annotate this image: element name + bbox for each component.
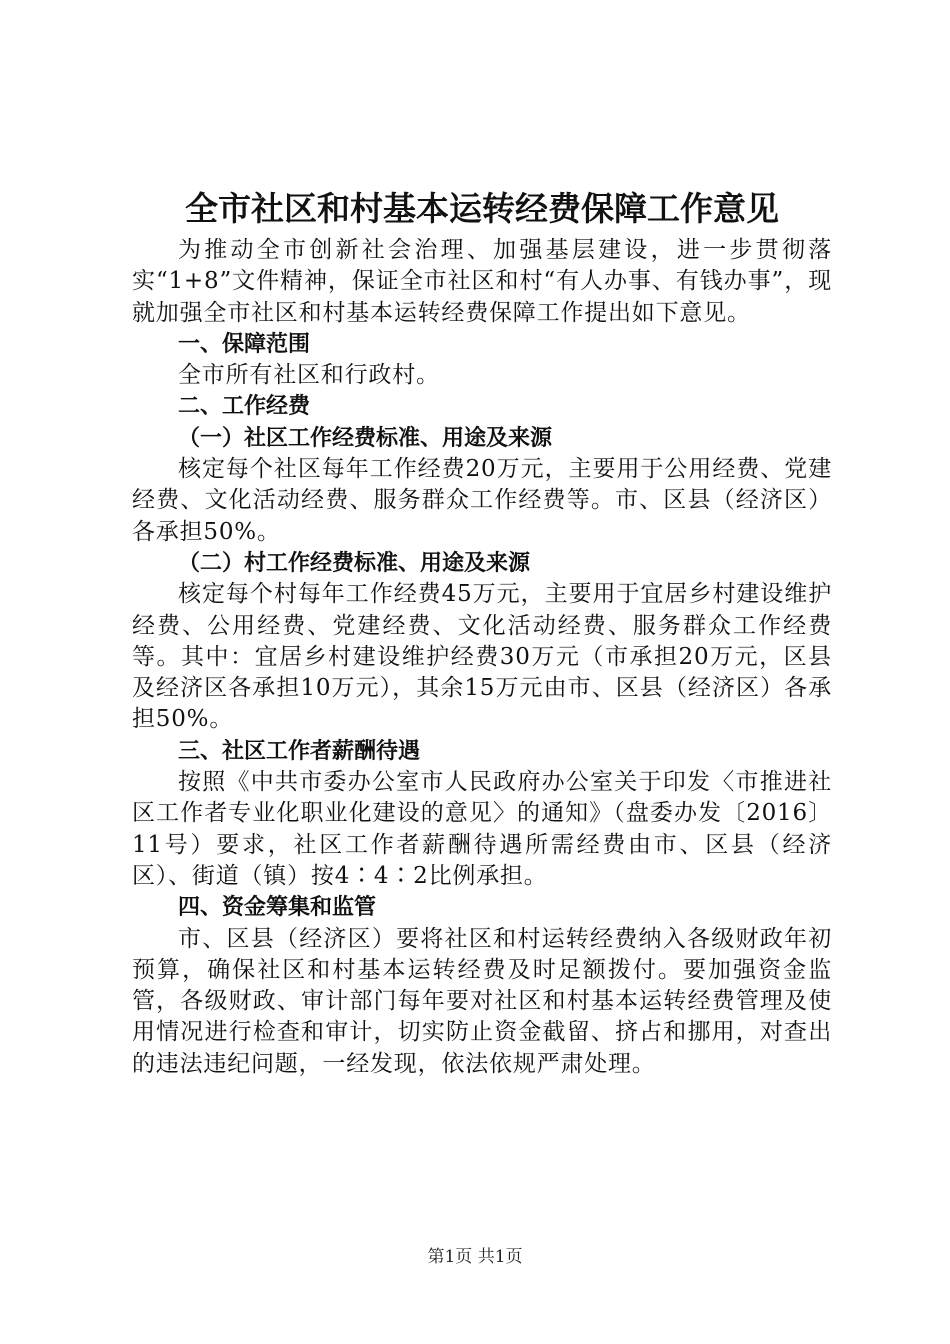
section-heading-scope: 一、保障范围	[178, 331, 311, 357]
document-title: 全市社区和村基本运转经费保障工作意见	[185, 189, 779, 228]
page-footer: 第1页 共1页	[427, 1247, 523, 1267]
subsection-body-community: 核定每个社区每年工作经费20万元，主要用于公用经费、党建经费、文化活动经费、服务群众工作经费等。市、区县（经济区）各承担50%。	[132, 456, 832, 545]
section-heading-funds: 二、工作经费	[178, 394, 311, 420]
subsection-body-village: 核定每个村每年工作经费45万元，主要用于宜居乡村建设维护经费、公用经费、党建经费、文化活动经费、服务群众工作经费等。其中：宜居乡村建设维护经费30万元（市承担20万元，区县及经济区各承担10万元），其余15万元由市、区县（经济区）各承担50%。	[132, 581, 832, 733]
section-heading-supervision: 四、资金筹集和监管	[178, 895, 377, 921]
section-body-salary: 按照《中共市委办公室市人民政府办公室关于印发〈市推进社区工作者专业化职业化建设的意见〉的通知》（盘委办发〔2016〕11号）要求，社区工作者薪酬待遇所需经费由市、区县（经济区）、街道（镇）按4∶4∶2比例承担。	[132, 769, 832, 889]
section-heading-salary: 三、社区工作者薪酬待遇	[178, 738, 421, 764]
section-body-supervision: 市、区县（经济区）要将社区和村运转经费纳入各级财政年初预算，确保社区和村基本运转经费及时足额拨付。要加强资金监管，各级财政、审计部门每年要对社区和村基本运转经费管理及使用情况进行检查和审计，切实防止资金截留、挤占和挪用，对查出的违法违纪问题，一经发现，依法依规严肃处理。	[132, 925, 832, 1077]
section-body-scope: 全市所有社区和行政村。	[178, 362, 440, 389]
document-page	[132, 183, 832, 1080]
subsection-heading-village: （二）村工作经费标准、用途及来源	[178, 550, 531, 576]
intro-paragraph: 为推动全市创新社会治理、加强基层建设，进一步贯彻落实“1+8”文件精神，保证全市社区和村“有人办事、有钱办事”，现就加强全市社区和村基本运转经费保障工作提出如下意见。	[132, 237, 832, 326]
subsection-heading-community: （一）社区工作经费标准、用途及来源	[178, 425, 553, 451]
